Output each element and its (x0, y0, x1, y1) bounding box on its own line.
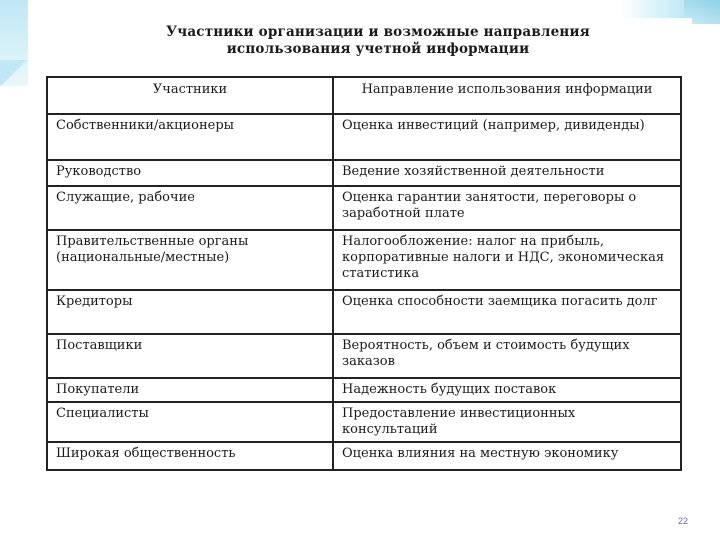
participant-cell: Поставщики (47, 334, 333, 378)
table-header-row (47, 77, 681, 114)
table-row (47, 230, 681, 290)
participant-cell: Руководство (47, 160, 333, 186)
usage-cell: Налогообложение: налог на прибыль, корпоративные налоги и НДС, экономическая статистика (333, 230, 681, 290)
usage-cell: Оценка инвестиций (например, дивиденды) (333, 114, 681, 160)
header-participants: Участники (47, 77, 333, 114)
usage-cell: Вероятность, объем и стоимость будущих заказов (333, 334, 681, 378)
participant-cell: Служащие, рабочие (47, 186, 333, 230)
usage-cell: Ведение хозяйственной деятельности (333, 160, 681, 186)
header-usage-direction: Направление использования информации (333, 77, 681, 114)
title-line-2: использования учетной информации (226, 41, 530, 57)
table-row (47, 290, 681, 334)
usage-cell: Надежность будущих поставок (333, 378, 681, 402)
participant-cell: Правительственные органы (национальные/местные) (47, 230, 333, 290)
usage-cell: Оценка влияния на местную экономику (333, 442, 681, 470)
usage-cell: Оценка способности заемщика погасить долг (333, 290, 681, 334)
participant-cell: Собственники/акционеры (47, 114, 333, 160)
table-row (47, 378, 681, 402)
table-row (47, 442, 681, 470)
usage-cell: Предоставление инвестиционных консультаций (333, 402, 681, 442)
table-row (47, 114, 681, 160)
table-row (47, 334, 681, 378)
table-row (47, 160, 681, 186)
title-line-1: Участники организации и возможные направления (166, 24, 590, 40)
participants-table (46, 76, 682, 471)
slide (28, 18, 692, 520)
usage-cell: Оценка гарантии занятости, переговоры о заработной плате (333, 186, 681, 230)
participant-cell: Кредиторы (47, 290, 333, 334)
decorative-corner-left (0, 0, 28, 86)
participant-cell: Покупатели (47, 378, 333, 402)
participant-cell: Специалисты (47, 402, 333, 442)
page-number: 22 (677, 516, 688, 526)
table-row (47, 186, 681, 230)
participant-cell: Широкая общественность (47, 442, 333, 470)
table-row (47, 402, 681, 442)
slide-title (148, 24, 608, 58)
